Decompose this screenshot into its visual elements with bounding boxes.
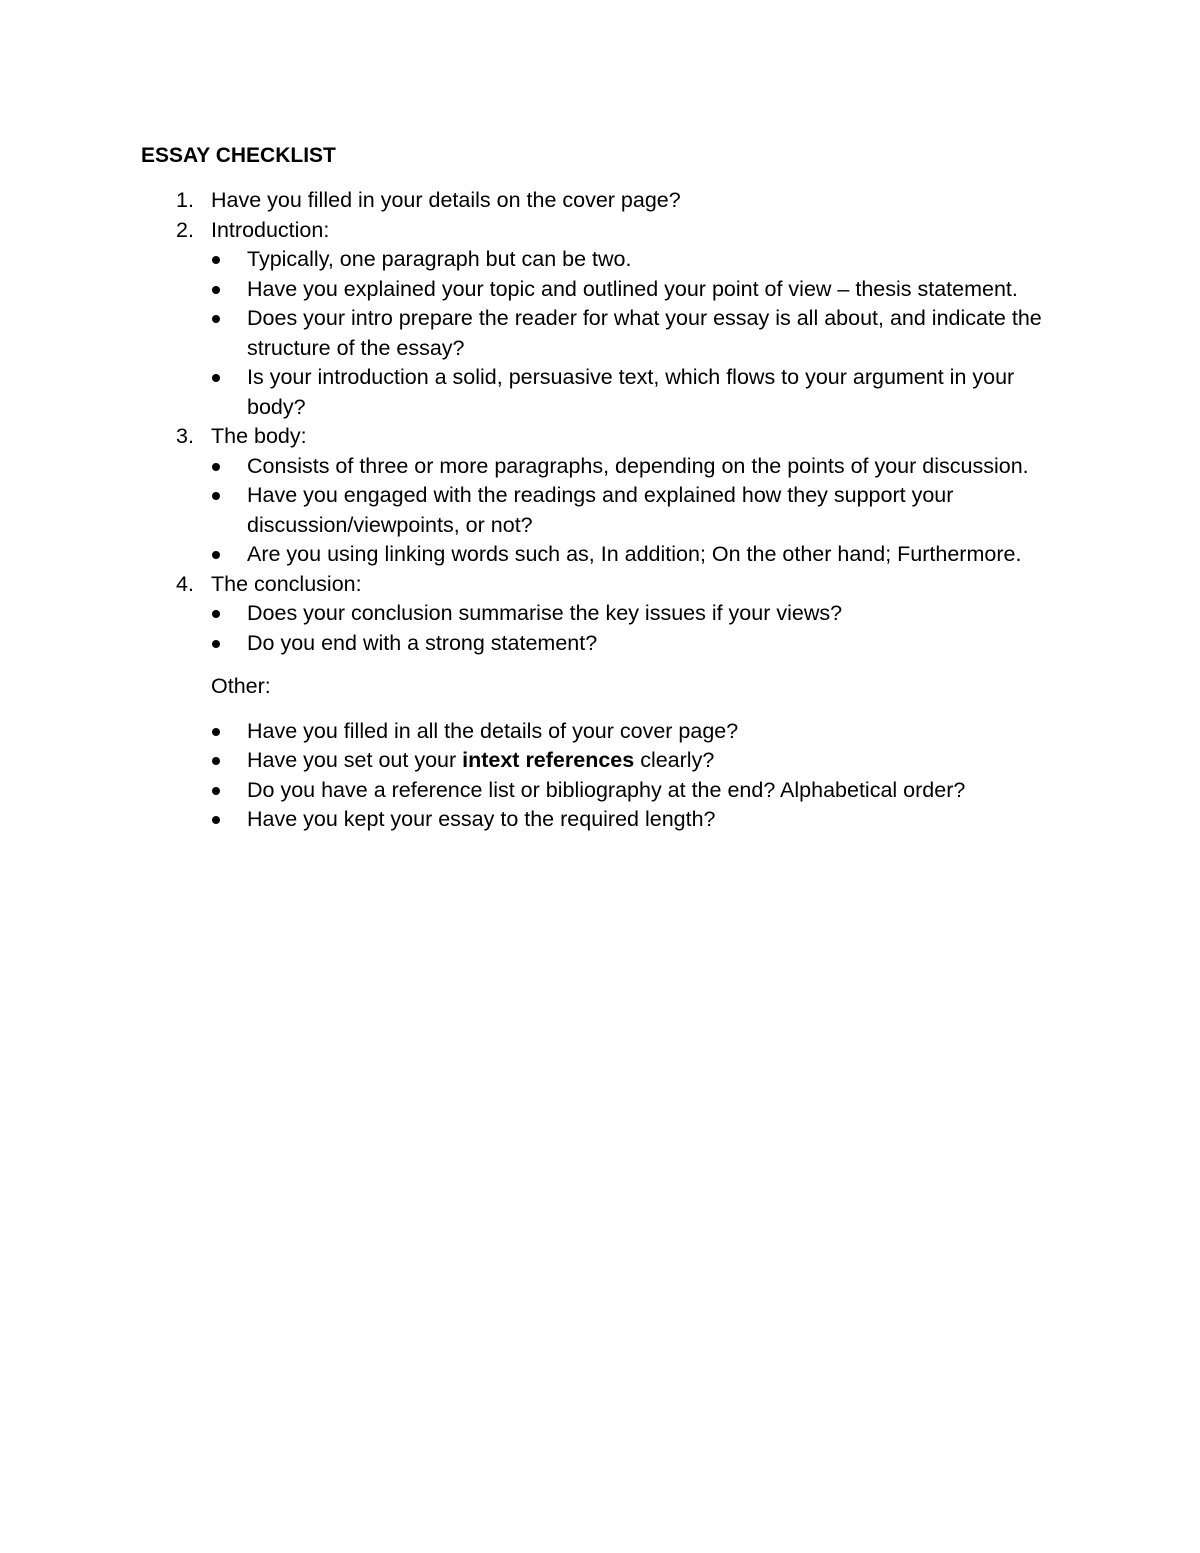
bullet-icon — [212, 551, 220, 559]
item-number: 2. — [176, 217, 194, 242]
bullet-list-other — [0, 717, 1200, 835]
bullet-icon — [212, 374, 220, 382]
item-text: The conclusion: — [211, 571, 362, 596]
bullet-icon — [212, 640, 220, 648]
list-item-text: Consists of three or more paragraphs, depending on the points of your discussion. — [247, 453, 1029, 478]
list-item — [0, 275, 1047, 305]
list-item — [0, 245, 1047, 275]
list-item — [0, 629, 1047, 659]
list-item — [0, 304, 1047, 363]
bullet-list-body — [0, 452, 1200, 570]
list-item-text: Typically, one paragraph but can be two. — [247, 247, 632, 271]
list-item-text-end: clearly? — [634, 748, 715, 772]
list-item — [0, 776, 1047, 806]
list-item-text: Are you using linking words such as, In addition; On the other hand; Furthermore. — [247, 542, 1022, 566]
list-item-emphasis: intext references — [462, 748, 635, 772]
item-number: 4. — [176, 571, 194, 596]
list-item — [0, 599, 1047, 629]
list-item-text: Have you kept your essay to the required length? — [247, 807, 716, 831]
bullet-icon — [212, 256, 220, 264]
bullet-icon — [212, 728, 220, 736]
item-number: 3. — [176, 424, 194, 448]
bullet-list-conclusion — [0, 599, 1200, 658]
list-item-text: Have you engaged with the readings and explained how they support your discussion/viewpoints, or not? — [247, 483, 954, 537]
bullet-icon — [212, 816, 220, 824]
item-text: Introduction: — [211, 217, 330, 242]
list-item — [0, 363, 1047, 422]
list-item-text: Do you have a reference list or bibliography at the end? Alphabetical order? — [247, 777, 966, 802]
page-title: ESSAY CHECKLIST — [141, 144, 336, 167]
numbered-item-3 — [0, 422, 1200, 452]
other-heading: Other: — [211, 674, 271, 698]
bullet-icon — [212, 463, 220, 471]
list-item — [0, 717, 1047, 747]
list-item-text: Have you set out your — [247, 748, 463, 772]
bullet-icon — [212, 315, 220, 323]
list-item-text: Have you explained your topic and outlined your point of view – thesis statement. — [247, 276, 1018, 301]
list-item — [0, 805, 1047, 835]
item-text: The body: — [211, 424, 307, 448]
list-item-text: Have you filled in all the details of your cover page? — [247, 718, 739, 743]
bullet-icon — [212, 610, 220, 618]
bullet-list-introduction — [0, 245, 1200, 422]
bullet-icon — [212, 787, 220, 795]
numbered-item-2 — [0, 216, 1200, 246]
numbered-item-4 — [0, 570, 1200, 600]
list-item — [0, 452, 1047, 482]
list-item-text: Is your introduction a solid, persuasive text, which flows to your argument in your body? — [247, 365, 1015, 419]
checklist — [0, 186, 1200, 835]
list-item — [0, 540, 1047, 570]
bullet-icon — [212, 757, 220, 765]
bullet-icon — [212, 286, 220, 294]
list-item-text: Does your intro prepare the reader for what your essay is all about, and indicate the structure of the essay? — [247, 306, 1042, 360]
numbered-item-1 — [0, 186, 1200, 216]
item-number: 1. — [176, 188, 194, 212]
bullet-icon — [212, 492, 220, 500]
list-item-text: Does your conclusion summarise the key issues if your views? — [247, 601, 843, 625]
item-text: Have you filled in your details on the cover page? — [211, 188, 681, 212]
list-item — [0, 746, 1047, 776]
list-item — [0, 481, 1047, 540]
list-item-text: Do you end with a strong statement? — [247, 630, 598, 655]
